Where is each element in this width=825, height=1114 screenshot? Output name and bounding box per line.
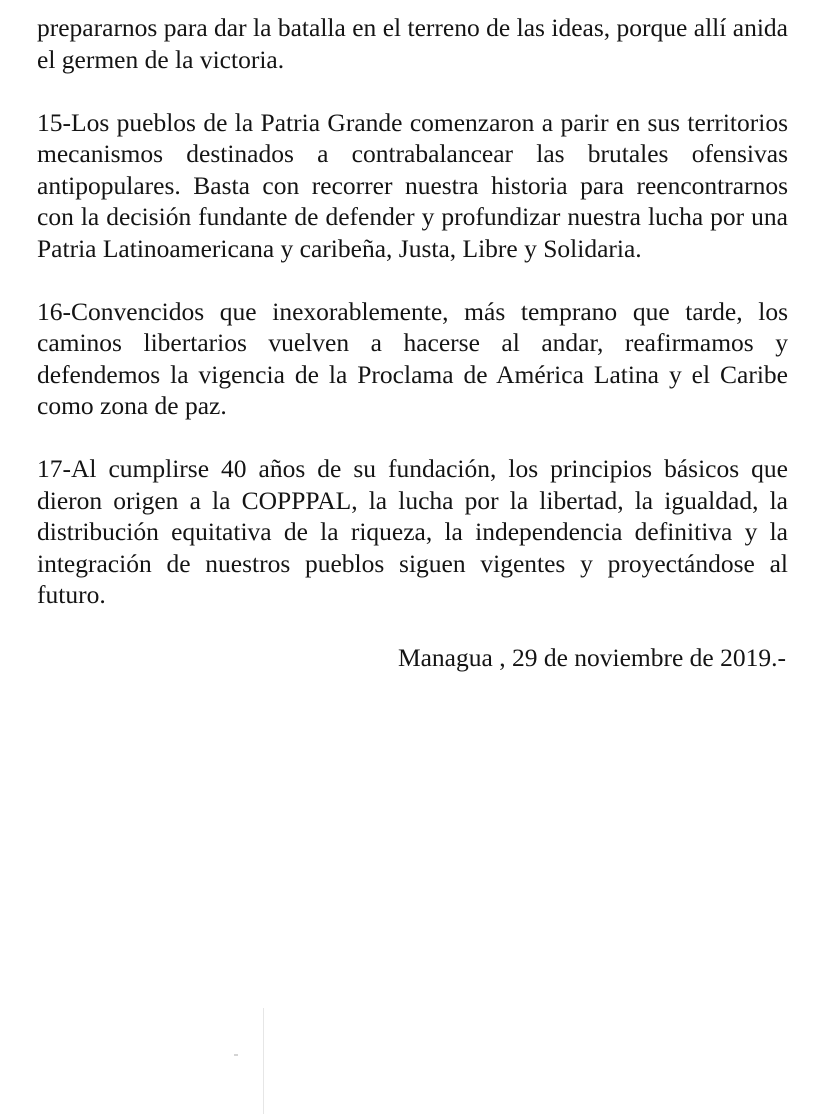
paragraph-continuation: prepararnos para dar la batalla en el terreno de las ideas, porque allí anida el germen de la victoria. [37, 13, 788, 74]
paragraph-16: 16-Convencidos que inexorablemente, más temprano que tarde, los caminos libertarios vuelven a hacerse al andar, reafirmamos y defendemos la vigencia de la Proclama de América Latina y el Caribe como zona de paz. [37, 296, 788, 420]
scan-fold-line [263, 1008, 264, 1114]
scan-speck [234, 1054, 238, 1056]
paragraph-17: 17-Al cumplirse 40 años de su fundación, los principios básicos que dieron origen a la COPPPAL, la lucha por la libertad, la igualdad, la distribución equitativa de la riqueza, la independencia definitiva y la integración de nuestros pueblos siguen vigentes y proyectándose al futuro. [37, 454, 788, 609]
document-body [37, 12, 788, 674]
paragraph-15: 15-Los pueblos de la Patria Grande comenzaron a parir en sus territorios mecanismos destinados a contrabalancear las brutales ofensivas antipopulares. Basta con recorrer nuestra historia para reencontrarnos con la decisión fundante de defender y profundizar nuestra lucha por una Patria Latinoamericana y caribeña, Justa, Libre y Solidaria. [37, 107, 788, 263]
place-date-signoff: Managua , 29 de noviembre de 2019.- [397, 643, 786, 672]
